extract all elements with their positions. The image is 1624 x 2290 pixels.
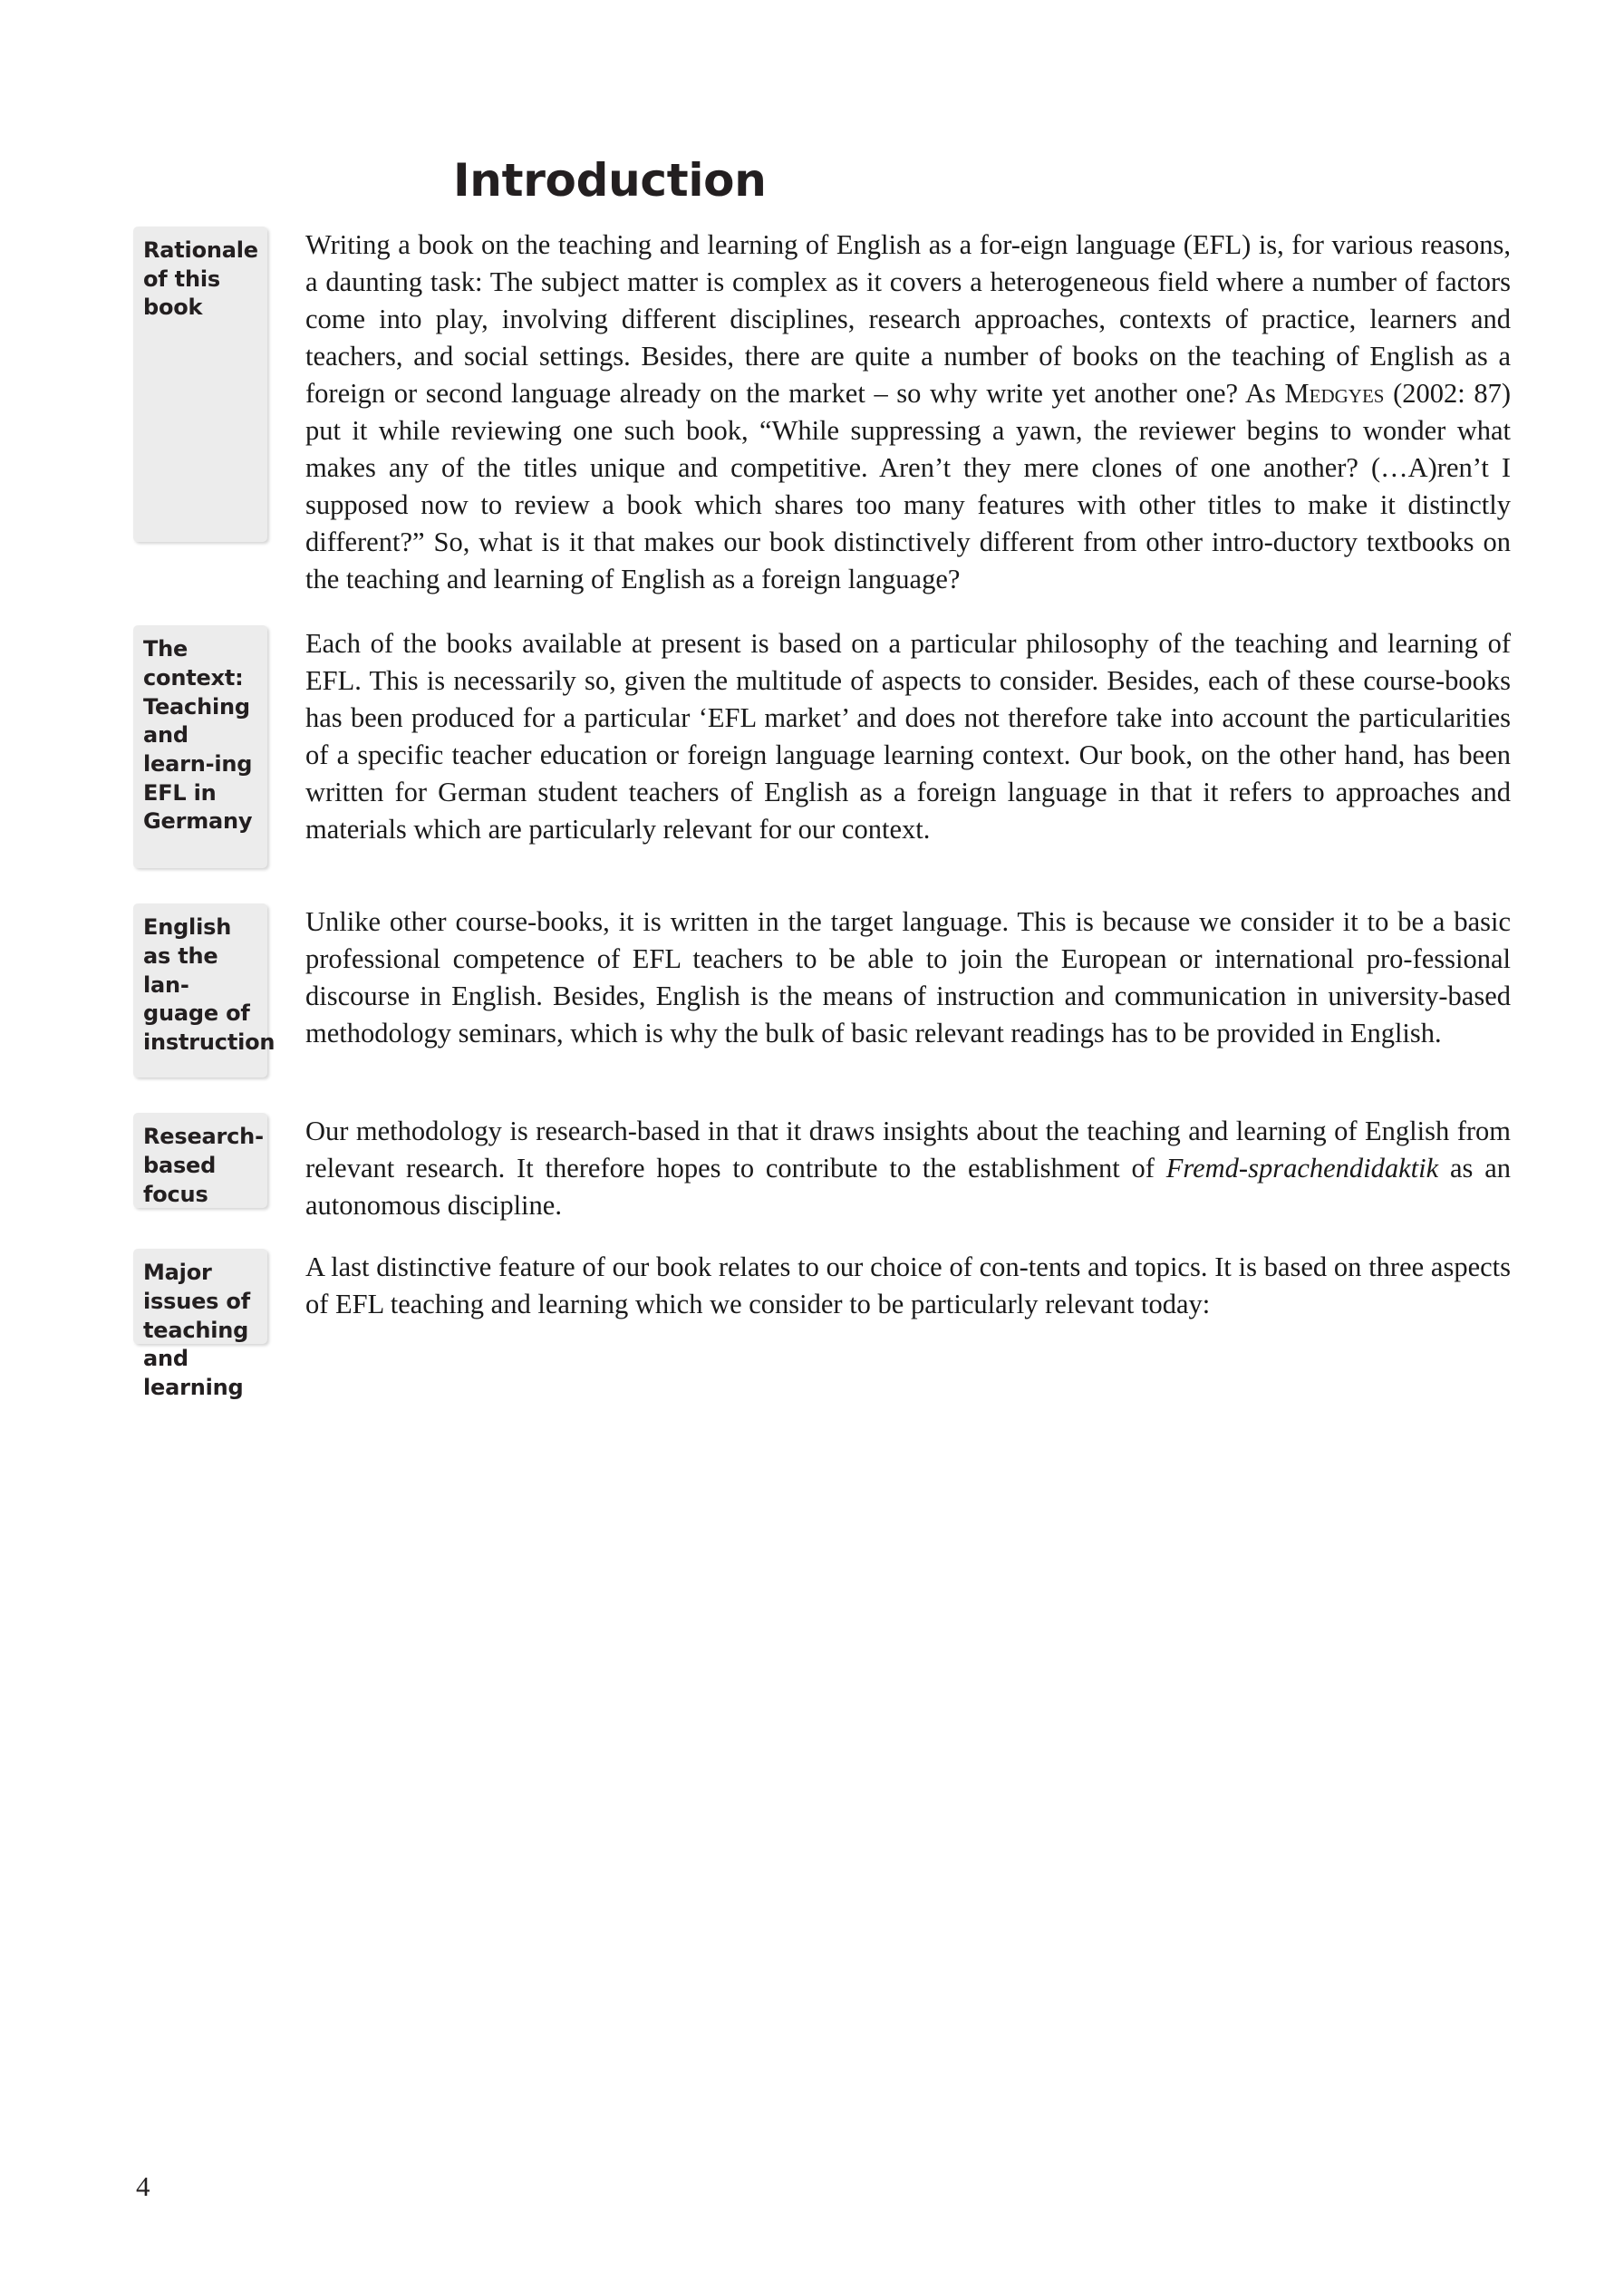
section-rationale bbox=[133, 227, 1511, 598]
margin-label-rationale: Rationale of this book bbox=[133, 227, 267, 542]
body-paragraph-research-based-focus: Our methodology is research-based in that it draws insights about the teaching and learning of English from relevant research. It therefore hopes to contribute to the establishment of Fremd-sprachendidaktik as an autonomous discipline. bbox=[305, 1116, 1511, 1222]
section-context bbox=[133, 625, 1511, 879]
margin-label-language-of-instruction: English as the lan-guage of instruction bbox=[133, 903, 267, 1077]
margin-label-context: The context: Teaching and learn-ing EFL in Germany bbox=[133, 625, 267, 868]
margin-label-major-issues: Major issues of teaching and learning bbox=[133, 1249, 267, 1344]
margin-label-research-based-focus: Research-based focus bbox=[133, 1113, 267, 1208]
page-number: 4 bbox=[136, 2170, 150, 2202]
page-content bbox=[133, 227, 1511, 1400]
section-major-issues bbox=[133, 1249, 1511, 1400]
section-language-of-instruction bbox=[133, 903, 1511, 1088]
page-title: Introduction bbox=[453, 153, 767, 207]
italic-term: Fremd-sprachendidaktik bbox=[1165, 1153, 1439, 1184]
body-paragraph-context: Each of the books available at present is based on a particular philosophy of the teaching and learning of EFL. This is necessarily so, given the multitude of aspects to consider. Besides, each of these course-books has been produced for a particular ‘EFL market’ and does not therefore take into account the particularities of a specific teacher education or foreign language learning context. Our book, on the other hand, has been written for German student teachers of English as a foreign language in that it refers to approaches and materials which are particularly relevant for our context. bbox=[305, 628, 1511, 845]
section-research-based-focus bbox=[133, 1113, 1511, 1224]
body-paragraph-language-of-instruction: Unlike other course-books, it is written in the target language. This is because we consider it to be a basic professional competence of EFL teachers to be able to join the European or international pro-fessional discourse in English. Besides, English is the means of instruction and communication in university-based methodology seminars, which is why the bulk of basic relevant readings has to be provided in English. bbox=[305, 906, 1511, 1049]
body-paragraph-rationale: Writing a book on the teaching and learning of English as a for-eign language (EFL) is, for various reasons, a daunting task: The subject matter is complex as it covers a heterogeneous field where a number of factors come into play, involving different disciplines, research approaches, contexts of practice, learners and teachers, and social settings. Besides, there are quite a number of books on the teaching of English as a foreign or second language already on the market – so why write yet another one? As Medgyes (2002: 87) put it while reviewing one such book, “While suppressing a yawn, the reviewer begins to wonder what makes any of the titles unique and competitive. Aren’t they mere clones of one another? (…A)ren’t I supposed now to review a book which shares too many features with other titles to make it distinctly different?” So, what is it that makes our book distinctively different from other intro-ductory textbooks on the teaching and learning of English as a foreign language? bbox=[305, 229, 1511, 595]
small-caps-citation: Medgyes bbox=[1284, 378, 1385, 410]
body-paragraph-major-issues: A last distinctive feature of our book relates to our choice of con-tents and topics. It is based on three aspects of EFL teaching and learning which we consider to be particularly relevant today: bbox=[305, 1251, 1511, 1320]
